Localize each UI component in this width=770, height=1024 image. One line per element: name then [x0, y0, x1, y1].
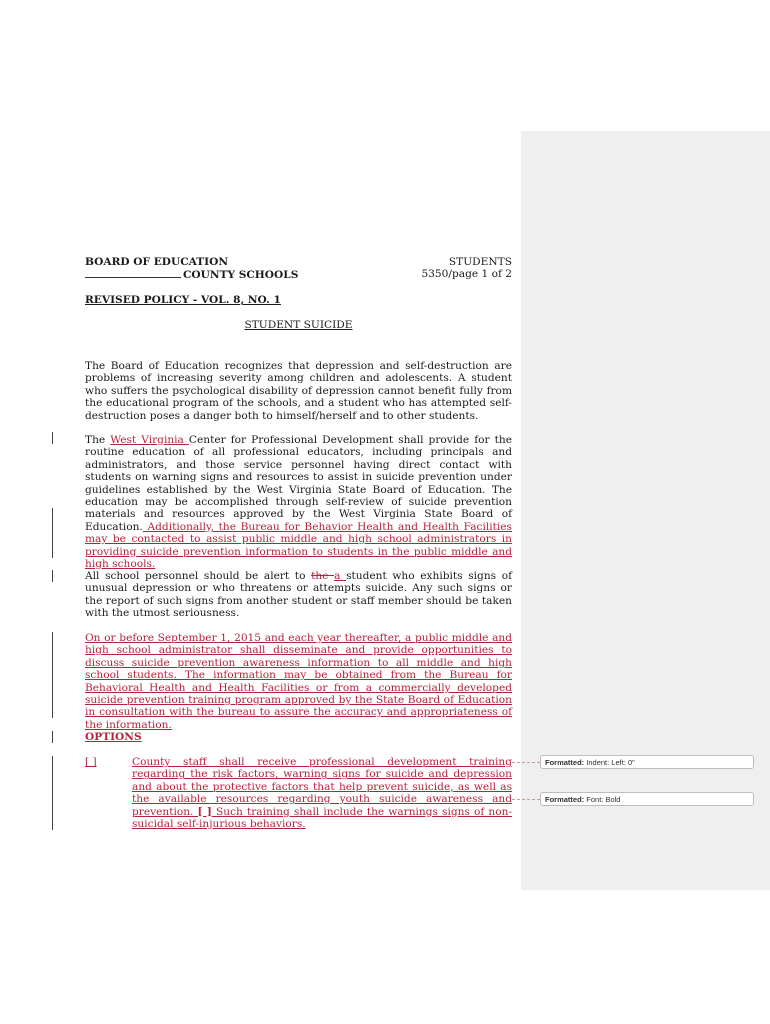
change-bar — [52, 432, 53, 444]
comment-connector — [512, 762, 540, 763]
paragraph-professional-development: The West Virginia Center for Professional Development shall provide for the routine education of all professional educators, including principals and administrators, and those service personnel having direct contact with students on warning signs and resources to assist in suicide prevention under guidelines established by the West Virginia State Board of Education. The education may be accomplished through self-review of suicide prevention materials and resources approved by the West Virginia State Board of Education. Additionally, the Bureau for Behavior Health and Health Facilities may be contacted to assist public middle and high school administrators in providing suicide prevention information to students in the public middle and high schools. — [85, 434, 513, 571]
county-blank — [85, 268, 181, 278]
page-number: 5350/page 1 of 2 — [421, 268, 512, 280]
board-heading: BOARD OF EDUCATION — [85, 256, 229, 268]
comment-formatted-font[interactable]: Formatted: Font: Bold — [540, 792, 754, 806]
page-title: STUDENT SUICIDE — [244, 319, 353, 331]
comment-pane — [521, 131, 770, 890]
option-text: County staff shall receive professional development training regarding the risk factors, warning signs for suicide and depression and about the protective factors that help prevent suicide, as well as the available resources regarding youth suicide awareness and prevention. [ ] Such training shall include the warnings signs of non-suicidal self-injurious behaviors. — [132, 756, 512, 831]
change-bar — [52, 632, 53, 718]
change-bar — [52, 570, 53, 582]
comment-connector — [512, 799, 540, 800]
paragraph-alert: All school personnel should be alert to the a student who exhibits signs of unusual depression or who threatens or attempts suicide. Any such signs or the report of such signs from another student or staff member should be taken with the utmost seriousness. — [85, 570, 513, 620]
change-bar — [52, 508, 53, 558]
option-checkbox[interactable]: [ ] — [85, 756, 97, 768]
section-label: STUDENTS — [448, 256, 512, 268]
revised-policy: REVISED POLICY - VOL. 8, NO. 1 — [85, 294, 281, 306]
paragraph-intro: The Board of Education recognizes that depression and self-destruction are problems of increasing severity among children and adolescents. A student who suffers the psychological disability of depression cannot benefit fully from the educational program of the schools, and a student who has attempted self-destruction poses a danger both to himself/herself and to other students. — [85, 360, 512, 422]
change-bar — [52, 731, 53, 743]
option-checkbox-inline[interactable]: [ ] — [197, 805, 212, 818]
change-bar — [52, 756, 53, 830]
county-line: COUNTY SCHOOLS — [85, 268, 298, 281]
paragraph-inserted: On or before September 1, 2015 and each year thereafter, a public middle and high school administrator shall disseminate and provide opportunities to discuss suicide prevention awareness information to all middle and high school students. The information may be obtained from the Bureau for Behavioral Health and Health Facilities or from a commercially developed suicide prevention training program approved by the State Board of Education in consultation with the bureau to assure the accuracy and appropriateness of the information. — [85, 632, 512, 731]
options-heading: OPTIONS — [85, 731, 142, 743]
comment-formatted-indent[interactable]: Formatted: Indent: Left: 0" — [540, 755, 754, 769]
